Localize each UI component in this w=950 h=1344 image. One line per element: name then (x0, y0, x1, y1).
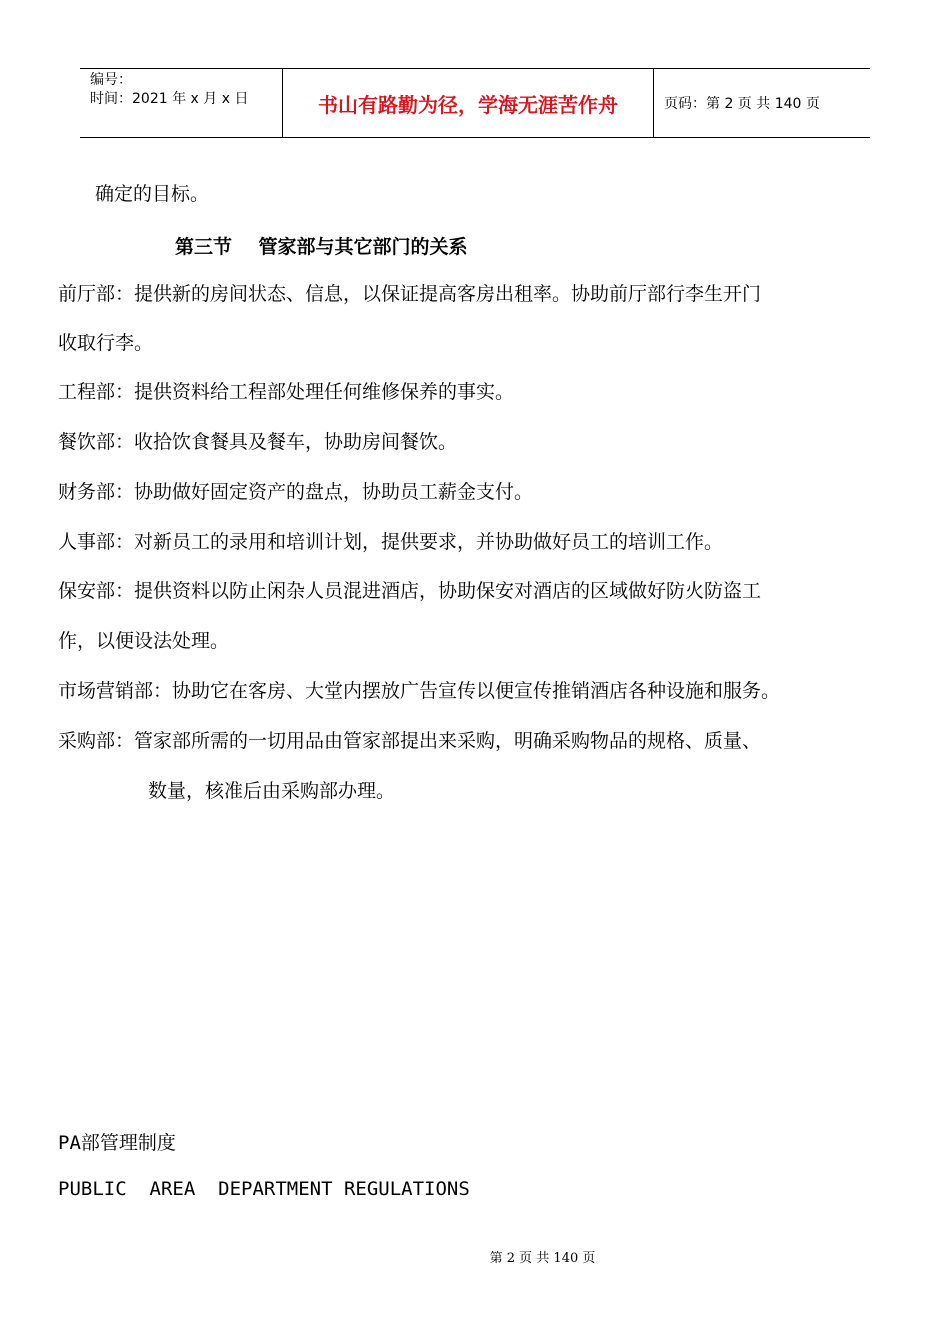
paragraph-line-security-cont: 作，以便设法处理。 (58, 630, 230, 652)
section-title: 第三节 管家部与其它部门的关系 (175, 236, 468, 258)
page-footer (0, 1247, 950, 1266)
paragraph-line-security: 保安部：提供资料以防止闲杂人员混进酒店，协助保安对酒店的区域做好防火防盗工 (58, 580, 762, 602)
paragraph-line-marketing: 市场营销部：协助它在客房、大堂内摆放广告宣传以便宣传推销酒店各种设施和服务。 (58, 680, 781, 702)
pa-title-english: PUBLIC AREA DEPARTMENT REGULATIONS (58, 1178, 470, 1200)
paragraph-line-purchasing-cont: 数量，核准后由采购部办理。 (148, 780, 396, 802)
paragraph-line-food-beverage: 餐饮部：收拾饮食餐具及餐车，协助房间餐饮。 (58, 431, 458, 453)
paragraph-line-front-office: 前厅部：提供新的房间状态、信息，以保证提高客房出租率。协助前厅部行李生开门 (58, 283, 762, 305)
paragraph-line-purchasing: 采购部：管家部所需的一切用品由管家部提出来采购，明确采购物品的规格、质量、 (58, 730, 762, 752)
intro-tail: 确定的目标。 (95, 183, 210, 205)
footer-page-number: 第 2 页 共 140 页 (489, 1251, 596, 1266)
paragraph-line-engineering: 工程部：提供资料给工程部处理任何维修保养的事实。 (58, 381, 515, 403)
paragraph-line-finance: 财务部：协助做好固定资产的盘点，协助员工薪金支付。 (58, 481, 534, 503)
header-page-info: 页码：第 2 页 共 140 页 (664, 96, 820, 112)
page-header (80, 68, 870, 138)
paragraph-line-hr: 人事部：对新员工的录用和培训计划，提供要求，并协助做好员工的培训工作。 (58, 531, 724, 553)
header-motto: 书山有路勤为径，学海无涯苦作舟 (282, 69, 654, 137)
pa-title: PA部管理制度 (58, 1132, 176, 1154)
document-date-label: 时间：2021 年 x 月 x 日 (90, 91, 249, 107)
header-meta (80, 69, 282, 137)
paragraph-line-front-office-cont: 收取行李。 (58, 332, 154, 354)
document-number-label: 编号： (90, 72, 132, 88)
